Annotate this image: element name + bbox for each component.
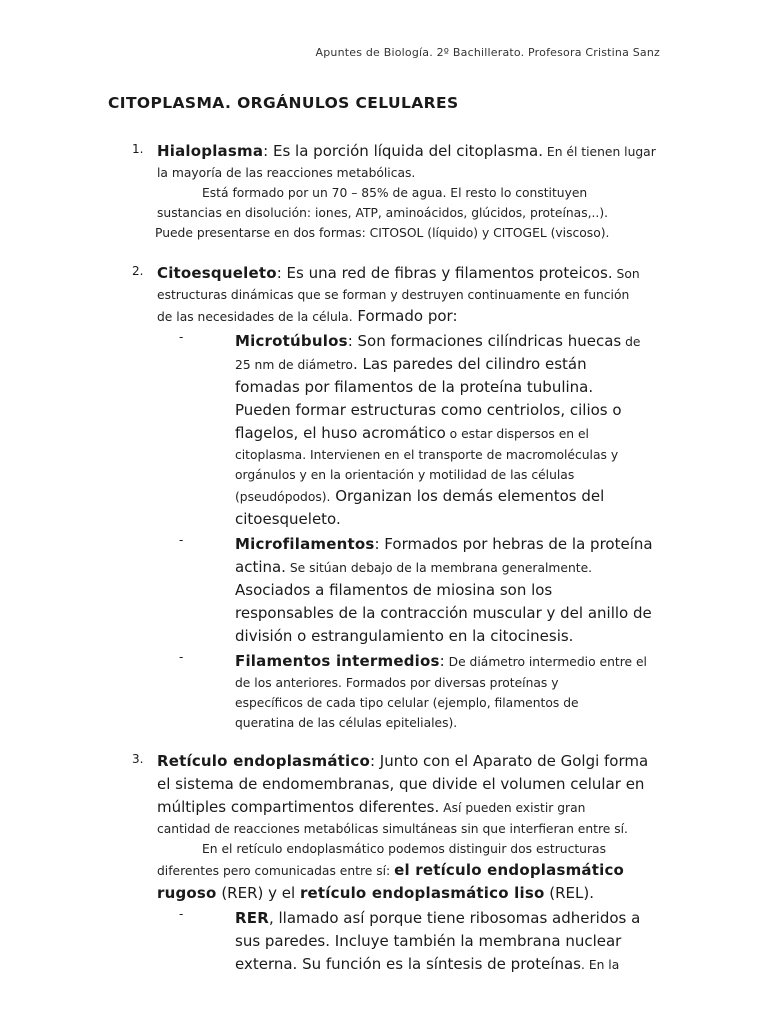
- lead-text: . Las paredes del cilindro están: [352, 355, 587, 373]
- body-text: la mayoría de las reacciones metabólicas.: [157, 166, 416, 180]
- body-text: sustancias en disolución: iones, ATP, aminoácidos, glúcidos, proteínas,..).: [157, 206, 609, 220]
- body-text: En él tienen lugar: [543, 145, 656, 159]
- lead-text: Pueden formar estructuras como centriolos, cilios o: [235, 401, 622, 419]
- body-text: Son: [612, 267, 640, 281]
- body-text: De diámetro intermedio entre el: [444, 655, 647, 669]
- term-microfilamentos: Microfilamentos: [235, 535, 375, 553]
- term-reticulo-rugoso: el retículo endoplasmático: [394, 861, 625, 879]
- lead-text: división o estrangulamiento en la citocinesis.: [235, 627, 574, 645]
- lead-text: Asociados a filamentos de miosina son los: [235, 581, 553, 599]
- body-text: En el retículo endoplasmático podemos distinguir dos estructuras: [202, 842, 606, 856]
- list-number: 1.: [132, 142, 144, 156]
- term-filamentos-intermedios: Filamentos intermedios: [235, 652, 440, 670]
- body-text: de: [621, 335, 641, 349]
- term-reticulo-liso: retículo endoplasmático liso: [299, 884, 545, 902]
- body-text: Se sitúan debajo de la membrana generalmente.: [285, 561, 593, 575]
- lead-text: : Son formaciones cilíndricas huecas: [347, 332, 622, 350]
- item-microtubulos: [179, 330, 665, 531]
- lead-text: responsables de la contracción muscular y del anillo de: [235, 604, 652, 622]
- lead-text: actina.: [235, 558, 286, 576]
- lead-text: flagelos, el huso acromático: [235, 424, 446, 442]
- lead-text: múltiples compartimentos diferentes.: [157, 798, 440, 816]
- body-text: específicos de cada tipo celular (ejemplo, filamentos de: [235, 696, 579, 710]
- body-text: 25 nm de diámetro: [235, 358, 353, 372]
- page-header: Apuntes de Biología. 2º Bachillerato. Profesora Cristina Sanz: [315, 46, 660, 59]
- term-citoesqueleto: Citoesqueleto: [157, 264, 277, 282]
- lead-text: (REL).: [544, 884, 594, 902]
- lead-text: : Es una red de fibras y filamentos proteicos.: [276, 264, 613, 282]
- body-text: cantidad de reacciones metabólicas simultáneas sin que interfieran entre sí.: [157, 822, 628, 836]
- list-number: 3.: [132, 752, 144, 766]
- item-microfilamentos: [179, 533, 665, 648]
- body-text: de los anteriores. Formados por diversas proteínas y: [235, 676, 559, 690]
- body-text: o estar dispersos en el: [445, 427, 589, 441]
- section-reticulo: [132, 750, 662, 976]
- term-rer: RER: [235, 909, 269, 927]
- term-reticulo-endoplasmatico: Retículo endoplasmático: [157, 752, 370, 770]
- list-number: 2.: [132, 264, 144, 278]
- lead-text: : Es la porción líquida del citoplasma.: [263, 142, 544, 160]
- section-citoesqueleto: [132, 262, 662, 733]
- list-dash: -: [179, 907, 184, 921]
- lead-text: : Formados por hebras de la proteína: [374, 535, 653, 553]
- body-text: Está formado por un 70 – 85% de agua. El resto lo constituyen: [202, 186, 588, 200]
- item-rer: [179, 907, 665, 976]
- page-title: CITOPLASMA. ORGÁNULOS CELULARES: [108, 94, 459, 112]
- lead-text: : Junto con el Aparato de Golgi forma: [369, 752, 649, 770]
- term-hialoplasma: Hialoplasma: [157, 142, 264, 160]
- body-text: . En la: [581, 958, 620, 972]
- term-microtubulos: Microtúbulos: [235, 332, 348, 350]
- section-hialoplasma: [132, 140, 662, 243]
- list-dash: -: [179, 650, 184, 664]
- body-text: estructuras dinámicas que se forman y destruyen continuamente en función: [157, 288, 630, 302]
- term-rugoso: rugoso: [157, 884, 217, 902]
- lead-text: , llamado así porque tiene ribosomas adheridos a: [268, 909, 641, 927]
- lead-text: Formado por:: [352, 307, 458, 325]
- list-dash: -: [179, 330, 184, 344]
- lead-text: fomadas por filamentos de la proteína tubulina.: [235, 378, 594, 396]
- lead-text: citoesqueleto.: [235, 510, 341, 528]
- body-text: citoplasma. Intervienen en el transporte de macromoléculas y: [235, 448, 619, 462]
- lead-text: Organizan los demás elementos del: [330, 487, 605, 505]
- lead-text: sus paredes. Incluye también la membrana nuclear: [235, 932, 622, 950]
- body-text: Puede presentarse en dos formas: CITOSOL (líquido) y CITOGEL (viscoso).: [155, 226, 610, 240]
- body-text: orgánulos y en la orientación y motilidad de las células: [235, 468, 575, 482]
- lead-text: :: [439, 652, 445, 670]
- body-text: Así pueden existir gran: [439, 801, 586, 815]
- body-text: (pseudópodos).: [235, 490, 331, 504]
- lead-text: (RER) y el: [216, 884, 300, 902]
- body-text: diferentes pero comunicadas entre sí:: [157, 864, 395, 878]
- list-dash: -: [179, 533, 184, 547]
- lead-text: externa. Su función es la síntesis de proteínas: [235, 955, 581, 973]
- lead-text: el sistema de endomembranas, que divide el volumen celular en: [157, 775, 645, 793]
- body-text: de las necesidades de la célula.: [157, 310, 353, 324]
- body-text: queratina de las células epiteliales).: [235, 716, 458, 730]
- item-filamentos-intermedios: [179, 650, 665, 733]
